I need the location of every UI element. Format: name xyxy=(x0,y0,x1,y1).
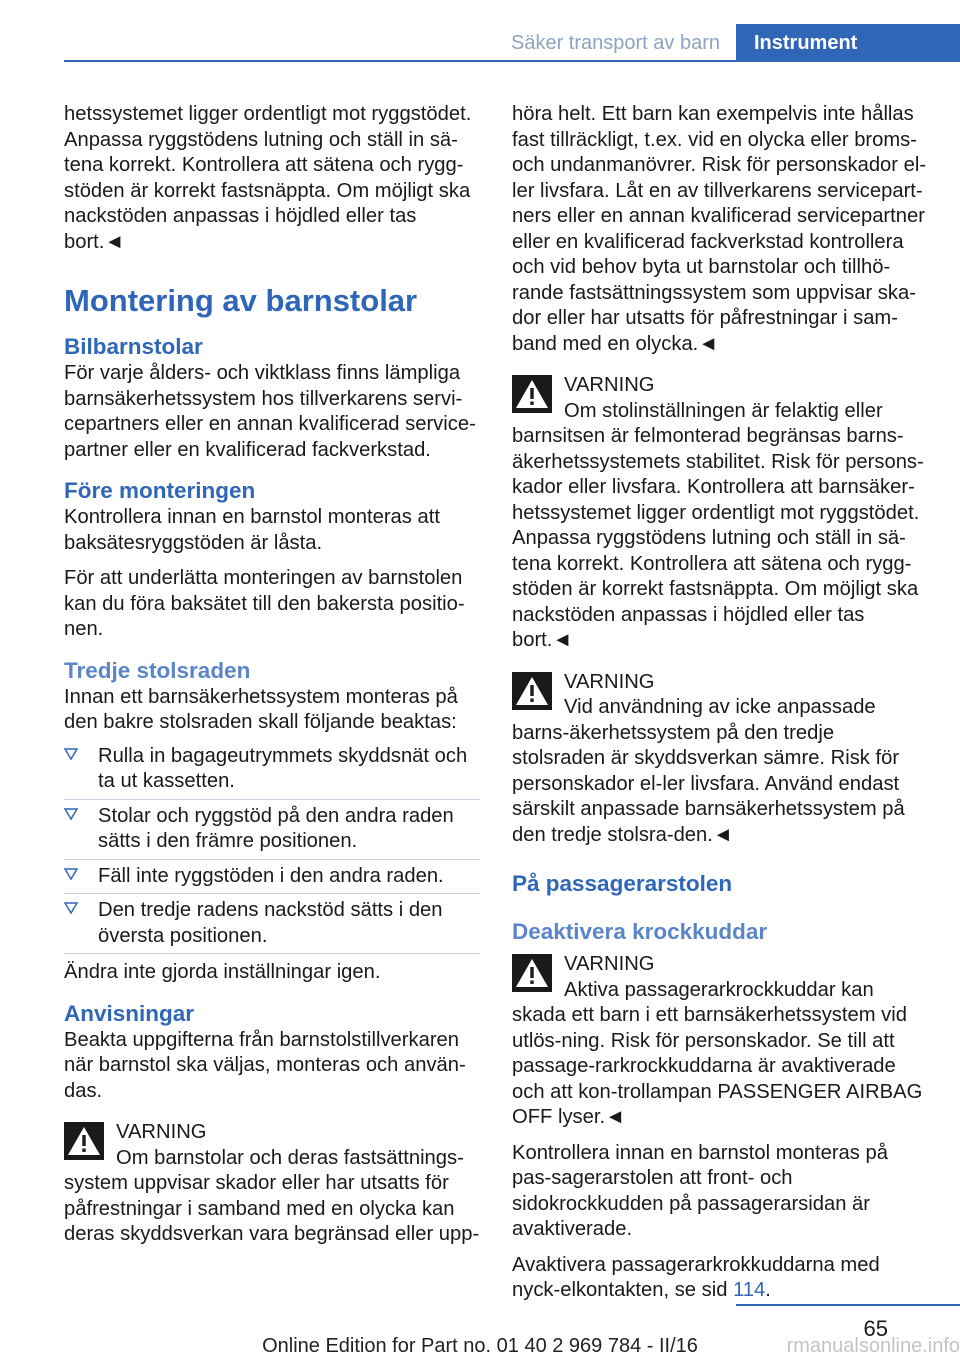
paragraph-text: Avaktivera passagerarkrokkuddarna med nyck-elkontakten, se sid xyxy=(512,1253,880,1301)
page-reference-link[interactable]: 114 xyxy=(733,1279,766,1301)
warning-text: Aktiva passagerarkrockkuddar kan skada ett barn i ett barnsäkerhetssystem vid utlös-ning. Risk för personskador. Se till att passage-rarkrockkuddarna är avaktiverade och att kon-trollampan PASSENGER AIRBAG OFF lyser.◄ xyxy=(512,978,923,1128)
list-item xyxy=(64,894,480,954)
list-item-text: Fäll inte ryggstöden i den andra raden. xyxy=(98,864,444,887)
header-chapter-tab[interactable]: Instrument xyxy=(736,24,960,62)
paragraph: För att underlätta monteringen av barnstolen kan du föra baksätet till den bakersta positio-nen. xyxy=(64,567,465,640)
warning-title: VARNING xyxy=(564,670,655,693)
header-divider xyxy=(64,60,736,62)
paragraph: Beakta uppgifterna från barnstolstillverkaren när barnstol ska väljas, monteras och använ-das. xyxy=(64,1028,466,1102)
warning-block xyxy=(512,670,928,849)
paragraph-with-link xyxy=(512,1253,928,1304)
section-heading-tredje-stolsraden: Tredje stolsraden xyxy=(64,657,251,683)
section-heading-pa-passagerarstolen: På passagerarstolen xyxy=(512,871,733,896)
footer-edition: Online Edition for Part no. 01 40 2 969 784 - II/16 xyxy=(262,1335,698,1357)
paragraph: Kontrollera innan en barnstol monteras på pas-sagerarstolen att front- och sidokrockkudden på passagerarsidan är avaktiverade. xyxy=(512,1141,888,1240)
right-column xyxy=(512,102,928,1314)
triangle-bullet-icon xyxy=(64,867,78,881)
paragraph-end: . xyxy=(765,1279,771,1301)
warning-title: VARNING xyxy=(116,1121,207,1143)
section-heading-deaktivera-krockkuddar: Deaktivera krockkuddar xyxy=(512,919,768,944)
paragraph: Ändra inte gjorda inställningar igen. xyxy=(64,961,381,983)
chapter-heading: Montering av barnstolar xyxy=(64,283,418,318)
list-item-text: Stolar och ryggstöd på den andra raden sätts i den främre positionen. xyxy=(98,804,454,852)
paragraph: Kontrollera innan en barnstol monteras att baksätesryggstöden är låsta. xyxy=(64,506,440,554)
list-item xyxy=(64,860,480,895)
paragraph: För varje ålders- och viktklass finns lämpliga barnsäkerhetssystem hos tillverkarens servi-cepartners eller en annan kvalificerad service-partner eller en kvalificerad fackverkstad. xyxy=(64,362,476,461)
list-item-text: Den tredje radens nackstöd sätts i den översta positionen. xyxy=(98,899,443,947)
warning-block xyxy=(64,1120,480,1248)
warning-text: Om stolinställningen är felaktig eller barnsitsen är felmonterad begränsas barns-äkerhetssystemets stabilitet. Risk för persons-kador eller livsfara. Kontrollera att barnsäker-hetssystemet ligger ordentligt mot ryggstödet. Anpassa ryggstödens lutning och ställ in sä-tena korrekt. Kontrollera att sätena och rygg-stöden är korrekt fastsnäppta. Om möjligt ska nackstöden anpassas i höjdled eller tas bort.◄ xyxy=(512,399,924,651)
paragraph: Innan ett barnsäkerhetssystem monteras på den bakre stolsraden skall följande beaktas: xyxy=(64,685,458,733)
warning-text: Om barnstolar och deras fastsättnings-system uppvisar skador eller har utsatts för påfrestningar i samband med en olycka kan deras skyddsverkan vara begränsad eller upp- xyxy=(64,1146,480,1245)
warning-title: VARNING xyxy=(564,374,655,396)
section-heading-fore-monteringen: Före monteringen xyxy=(64,478,256,503)
list-item-text: Rulla in bagageutrymmets skyddsnät och ta ut kassetten. xyxy=(98,744,468,792)
intro-paragraph: hetssystemet ligger ordentligt mot ryggstödet. Anpassa ryggstödens lutning och ställ in sä-tena korrekt. Kontrollera att sätena och rygg-stöden är korrekt fastsnäppta. Om möjligt ska nackstöden anpassas i höjdled eller tas bort.◄ xyxy=(64,103,472,253)
left-column xyxy=(64,102,480,1258)
section-heading-anvisningar: Anvisningar xyxy=(64,1000,195,1026)
warning-icon xyxy=(512,375,552,413)
warning-block xyxy=(512,952,928,1131)
warning-title: VARNING xyxy=(564,953,655,975)
paragraph: höra helt. Ett barn kan exempelvis inte hållas fast tillräckligt, t.ex. vid en olycka eller broms-och undanmanövrer. Risk för personskador el-ler livsfara. Låt en av tillverkarens servicepart-ners eller en annan kvalificerad servicepartner eller en kvalificerad fackverkstad kontrollera och vid behov byta ut barnstolar och tillhö-rande fastsättningssystem som uppvisar ska-dor eller har utsatts för påfrestningar i sam-band med en olycka.◄ xyxy=(512,103,927,355)
page-number: 65 xyxy=(863,1316,888,1341)
warning-icon xyxy=(64,1122,104,1160)
warning-block xyxy=(512,373,928,654)
bullet-list xyxy=(64,740,480,955)
warning-icon xyxy=(512,672,552,710)
list-item xyxy=(64,740,480,800)
triangle-bullet-icon xyxy=(64,901,78,915)
footer-divider xyxy=(736,1304,960,1306)
list-item xyxy=(64,800,480,860)
triangle-bullet-icon xyxy=(64,747,78,761)
triangle-bullet-icon xyxy=(64,807,78,821)
watermark: rmanualsonline.info xyxy=(786,1335,960,1357)
warning-text: Vid användning av icke anpassade barns-äkerhetssystem på den tredje stolsraden är skyddsverkan sämre. Risk för personskador el-ler livsfara. Använd endast särskilt anpassade barnsäkerhetssystem på den tredje stolsra-den.◄ xyxy=(512,696,905,846)
warning-icon xyxy=(512,954,552,992)
header-section-title: Säker transport av barn xyxy=(511,31,720,54)
section-heading-bilbarnstolar: Bilbarnstolar xyxy=(64,334,203,359)
